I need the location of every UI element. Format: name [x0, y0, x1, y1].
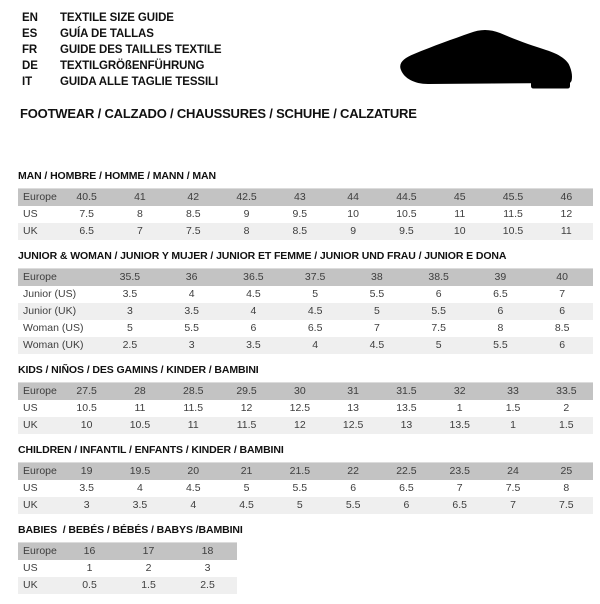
size-cell: 11 — [134, 402, 146, 414]
size-cell: 4.5 — [246, 288, 261, 300]
size-row — [18, 303, 593, 320]
size-cell: 6 — [250, 322, 257, 334]
size-cell: 7 — [510, 499, 516, 511]
size-table — [18, 268, 593, 354]
size-cell: 42 — [187, 191, 200, 203]
size-cell: 25 — [560, 465, 573, 477]
size-cell: 9.5 — [292, 208, 308, 220]
size-cell: 7 — [456, 482, 463, 494]
row-label: Europe — [23, 191, 57, 203]
size-cell: 29.5 — [236, 385, 257, 397]
size-table — [18, 382, 593, 434]
size-cell: 3.5 — [132, 499, 148, 511]
size-cell: 10 — [80, 419, 93, 431]
size-cell: 8 — [563, 482, 570, 494]
size-cell: 6 — [350, 482, 357, 494]
size-cell: 13 — [400, 419, 413, 431]
size-row — [18, 543, 237, 561]
size-cell: 22 — [347, 465, 359, 477]
size-cell: 7 — [137, 225, 143, 237]
size-cell: 20 — [187, 465, 200, 477]
size-cell: 5.5 — [292, 482, 308, 494]
size-cell: 19.5 — [129, 465, 151, 477]
size-cell: 33 — [507, 385, 519, 397]
size-cell: 30 — [293, 385, 306, 397]
size-cell: 5 — [296, 499, 303, 511]
size-section — [18, 444, 593, 514]
size-cell: 13.5 — [396, 402, 417, 414]
size-cell: 6.5 — [493, 288, 508, 300]
size-cell: 1 — [456, 402, 463, 414]
row-label: US — [23, 562, 38, 574]
size-cell: 9 — [350, 225, 357, 237]
size-cell: 12.5 — [289, 402, 311, 414]
size-cell: 27.5 — [76, 385, 97, 397]
size-cell: 8 — [243, 225, 250, 237]
size-cell: 4 — [190, 499, 197, 511]
size-cell: 4 — [188, 288, 195, 300]
size-cell: 12 — [240, 402, 253, 414]
size-cell: 6.5 — [452, 499, 468, 511]
section-title: CHILDREN / INFANTIL / ENFANTS / KINDER / BAMBINI — [18, 444, 284, 456]
language-title: TEXTILE SIZE GUIDE — [60, 12, 174, 24]
size-cell: 17 — [142, 545, 155, 557]
size-section — [18, 364, 593, 434]
size-cell: 4 — [137, 482, 143, 494]
size-cell: 8.5 — [185, 208, 201, 220]
size-cell: 21 — [240, 465, 253, 477]
size-cell: 6 — [435, 288, 442, 300]
size-cell: 21.5 — [289, 465, 311, 477]
row-label: Europe — [23, 465, 57, 477]
size-cell: 2 — [563, 402, 570, 414]
size-cell: 19 — [80, 465, 93, 477]
size-cell: 6.5 — [79, 225, 94, 237]
row-label: Junior (US) — [23, 288, 77, 300]
size-cell: 28.5 — [183, 385, 204, 397]
size-cell: 11 — [454, 208, 466, 220]
size-cell: 2 — [145, 562, 152, 574]
size-cell: 3.5 — [79, 482, 94, 494]
size-cell: 3 — [83, 499, 90, 511]
size-cell: 6 — [403, 499, 410, 511]
language-code: EN — [22, 12, 38, 24]
size-cell: 7 — [559, 288, 566, 300]
size-cell: 11.5 — [503, 208, 523, 220]
language-row — [22, 58, 222, 74]
size-cell: 1.5 — [559, 419, 574, 431]
size-cell: 6 — [559, 305, 566, 317]
size-row — [18, 417, 593, 434]
language-title: GUÍA DE TALLAS — [60, 28, 154, 40]
size-cell: 11 — [187, 419, 199, 431]
size-cell: 5.5 — [184, 322, 199, 334]
size-cell: 46 — [560, 191, 573, 203]
language-title: GUIDE DES TAILLES TEXTILE — [60, 44, 222, 56]
row-label: US — [23, 402, 38, 414]
size-row — [18, 223, 593, 240]
size-table — [18, 462, 593, 514]
size-row — [18, 206, 593, 223]
size-cell: 7.5 — [505, 482, 521, 494]
row-label: Woman (US) — [23, 322, 84, 334]
size-row — [18, 560, 237, 577]
language-code: FR — [22, 44, 38, 56]
size-cell: 39 — [494, 271, 507, 283]
size-cell: 36.5 — [243, 271, 264, 283]
size-cell: 6 — [559, 339, 566, 351]
size-cell: 18 — [201, 545, 214, 557]
size-cell: 1.5 — [141, 579, 156, 591]
size-cell: 1.5 — [505, 402, 521, 414]
section-title: MAN / HOMBRE / HOMME / MANN / MAN — [18, 170, 216, 182]
size-cell: 23.5 — [449, 465, 470, 477]
shoe-icon — [398, 26, 578, 94]
size-cell: 11.5 — [183, 402, 204, 414]
size-cell: 11 — [560, 225, 572, 237]
size-cell: 6.5 — [399, 482, 414, 494]
size-cell: 5.5 — [431, 305, 446, 317]
size-cell: 5.5 — [369, 288, 385, 300]
size-row — [18, 480, 593, 497]
row-label: US — [23, 482, 38, 494]
size-cell: 38.5 — [428, 271, 449, 283]
size-cell: 3.5 — [246, 339, 261, 351]
size-table — [18, 542, 237, 594]
size-row — [18, 337, 593, 354]
size-cell: 7.5 — [559, 499, 574, 511]
size-section — [18, 250, 593, 354]
size-cell: 2.5 — [200, 579, 215, 591]
language-row — [22, 74, 222, 90]
size-cell: 8 — [137, 208, 143, 220]
size-cell: 5.5 — [345, 499, 361, 511]
row-label: Junior (UK) — [23, 305, 77, 317]
category-heading: FOOTWEAR / CALZADO / CHAUSSURES / SCHUHE / CALZATURE — [20, 106, 417, 121]
size-cell: 44.5 — [396, 191, 417, 203]
size-cell: 10.5 — [502, 225, 524, 237]
size-cell: 5 — [373, 305, 380, 317]
size-cell: 6.5 — [307, 322, 323, 334]
size-cell: 13.5 — [449, 419, 470, 431]
size-cell: 13 — [347, 402, 359, 414]
size-cell: 8.5 — [554, 322, 570, 334]
size-section — [18, 170, 593, 240]
size-cell: 37.5 — [304, 271, 326, 283]
row-label: Europe — [23, 545, 57, 557]
language-title: GUIDA ALLE TAGLIE TESSILI — [60, 76, 219, 88]
size-cell: 1 — [510, 419, 516, 431]
size-cell: 10.5 — [76, 402, 97, 414]
size-cell: 45.5 — [502, 191, 524, 203]
size-cell: 36 — [185, 271, 198, 283]
language-row — [22, 26, 222, 42]
size-cell: 41 — [134, 191, 146, 203]
row-label: Woman (UK) — [23, 339, 84, 351]
size-cell: 12 — [293, 419, 306, 431]
size-cell: 31.5 — [396, 385, 417, 397]
language-code: ES — [22, 28, 38, 40]
size-cell: 7.5 — [431, 322, 446, 334]
size-row — [18, 269, 593, 287]
size-cell: 6 — [497, 305, 504, 317]
size-cell: 11.5 — [236, 419, 257, 431]
size-row — [18, 577, 237, 594]
size-cell: 3 — [126, 305, 133, 317]
size-cell: 3.5 — [122, 288, 138, 300]
size-cell: 8 — [497, 322, 504, 334]
size-cell: 2.5 — [122, 339, 138, 351]
row-label: UK — [23, 499, 38, 511]
section-title: KIDS / NIÑOS / DES GAMINS / KINDER / BAMBINI — [18, 364, 259, 376]
size-cell: 16 — [83, 545, 96, 557]
row-label: US — [23, 208, 38, 220]
size-cell: 32 — [453, 385, 466, 397]
language-list — [22, 10, 222, 90]
size-tables — [18, 170, 593, 604]
size-cell: 24 — [507, 465, 519, 477]
size-cell: 5 — [312, 288, 319, 300]
size-cell: 28 — [134, 385, 146, 397]
size-cell: 5 — [126, 322, 133, 334]
size-row — [18, 463, 593, 481]
size-cell: 40.5 — [76, 191, 97, 203]
size-cell: 5 — [243, 482, 250, 494]
language-row — [22, 10, 222, 26]
size-cell: 3 — [188, 339, 195, 351]
section-title: BABIES / BEBÉS / BÉBÉS / BABYS /BAMBINI — [18, 524, 243, 536]
size-cell: 43 — [293, 191, 306, 203]
size-row — [18, 497, 593, 514]
size-cell: 38 — [371, 271, 383, 283]
size-cell: 35.5 — [119, 271, 141, 283]
row-label: Europe — [23, 385, 57, 397]
size-row — [18, 400, 593, 417]
size-cell: 7.5 — [185, 225, 201, 237]
size-cell: 4.5 — [239, 499, 254, 511]
size-row — [18, 320, 593, 337]
row-label: UK — [23, 225, 38, 237]
size-cell: 22.5 — [396, 465, 417, 477]
row-label: UK — [23, 419, 38, 431]
size-table — [18, 188, 593, 240]
size-cell: 3.5 — [184, 305, 199, 317]
size-cell: 10.5 — [396, 208, 417, 220]
language-title: TEXTILGRÖßENFÜHRUNG — [60, 60, 205, 72]
row-label: UK — [23, 579, 38, 591]
language-row — [22, 42, 222, 58]
size-cell: 0.5 — [82, 579, 97, 591]
size-cell: 9 — [243, 208, 250, 220]
size-cell: 31 — [347, 385, 359, 397]
language-code: IT — [22, 76, 33, 88]
size-section — [18, 524, 593, 594]
size-cell: 4.5 — [369, 339, 385, 351]
language-code: DE — [22, 60, 38, 72]
size-cell: 4 — [312, 339, 319, 351]
size-row — [18, 189, 593, 207]
size-row — [18, 383, 593, 401]
size-cell: 10.5 — [129, 419, 151, 431]
size-row — [18, 286, 593, 303]
size-cell: 5.5 — [493, 339, 508, 351]
size-cell: 40 — [556, 271, 568, 283]
size-cell: 33.5 — [556, 385, 577, 397]
size-cell: 4 — [250, 305, 257, 317]
size-cell: 1 — [86, 562, 93, 574]
size-cell: 44 — [347, 191, 359, 203]
size-cell: 10 — [453, 225, 466, 237]
size-cell: 7.5 — [79, 208, 94, 220]
size-cell: 12 — [560, 208, 573, 220]
size-cell: 10 — [347, 208, 359, 220]
size-cell: 4.5 — [307, 305, 323, 317]
size-cell: 9.5 — [399, 225, 414, 237]
size-cell: 4.5 — [185, 482, 201, 494]
size-cell: 45 — [453, 191, 466, 203]
size-cell: 3 — [204, 562, 211, 574]
row-label: Europe — [23, 271, 57, 283]
size-cell: 42.5 — [236, 191, 257, 203]
size-cell: 12.5 — [342, 419, 364, 431]
size-cell: 5 — [435, 339, 442, 351]
size-cell: 8.5 — [292, 225, 308, 237]
size-cell: 7 — [373, 322, 380, 334]
section-title: JUNIOR & WOMAN / JUNIOR Y MUJER / JUNIOR ET FEMME / JUNIOR UND FRAU / JUNIOR E DONA — [18, 250, 507, 262]
